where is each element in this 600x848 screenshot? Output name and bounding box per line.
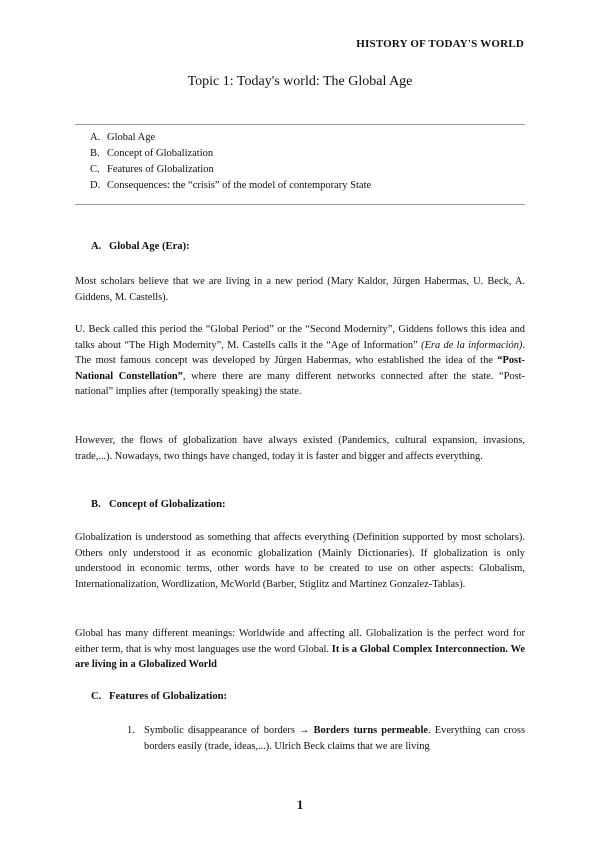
toc-item: B. Concept of Globalization (90, 148, 214, 159)
page-title: Topic 1: Today's world: The Global Age (187, 74, 413, 89)
paragraph-a2: U. Beck called this period the “Global Period” or the “Second Modernity”, Giddens follows this idea and talks about “The High Modernity”, M. Castells calls it the “Age of Information” (Era de la información). The most famous concept was developed by Jürgen Habermas, who established the idea of the “Post-National Constellation”, where there are many different networks connected after the state. “Post-national” implies after (temporally speaking) the state. (75, 324, 526, 398)
section-heading-a: A. Global Age (Era): (91, 241, 190, 252)
table-of-contents (90, 130, 371, 194)
toc-item: D. Consequences: the “crisis” of the model of contemporary State (90, 180, 372, 191)
paragraph-b1: Globalization is understood as something that affects everything (Definition supported by most scholars). Others only understood it as economic globalization (Mainly Dictionaries). If globalization is only understood in economic terms, other words have to be created to use on other aspects: Globalism, Internationalization, Wordlization, McWorld (Barber, Stiglitz and Martínez Gonzalez-Tablas). (75, 532, 525, 590)
section-heading-b: B. Concept of Globalization: (91, 499, 226, 510)
divider-bottom (75, 204, 525, 205)
running-header: HISTORY OF TODAY'S WORLD (356, 38, 524, 50)
list-item: 1. Symbolic disappearance of borders → Borders turns permeable. Everything can cross borders easily (trade, ideas,...). Ulrich Beck claims that we are living (127, 725, 525, 752)
section-heading-c: C. Features of Globalization: (91, 691, 228, 702)
divider-top (75, 124, 525, 125)
toc-item: A. Global Age (90, 132, 156, 143)
paragraph-a1: Most scholars believe that we are living in a new period (Mary Kaldor, Jürgen Habermas, U. Beck, A. Giddens, M. Castells). (75, 276, 525, 303)
paragraph-a3: However, the flows of globalization have always existed (Pandemics, cultural expansion, invasions, trade,...). Nowadays, two things have changed, today it is faster and bigger and affects everything. (75, 435, 525, 462)
paragraph-b2: Global has many different meanings: Worldwide and affecting all. Globalization is the perfect word for either term, that is why most languages use the word Global. It is a Global Complex Interconnection. We are living in a Globalized World (75, 628, 525, 671)
toc-item: C. Features of Globalization (90, 164, 214, 175)
page-number: 1 (296, 797, 304, 812)
